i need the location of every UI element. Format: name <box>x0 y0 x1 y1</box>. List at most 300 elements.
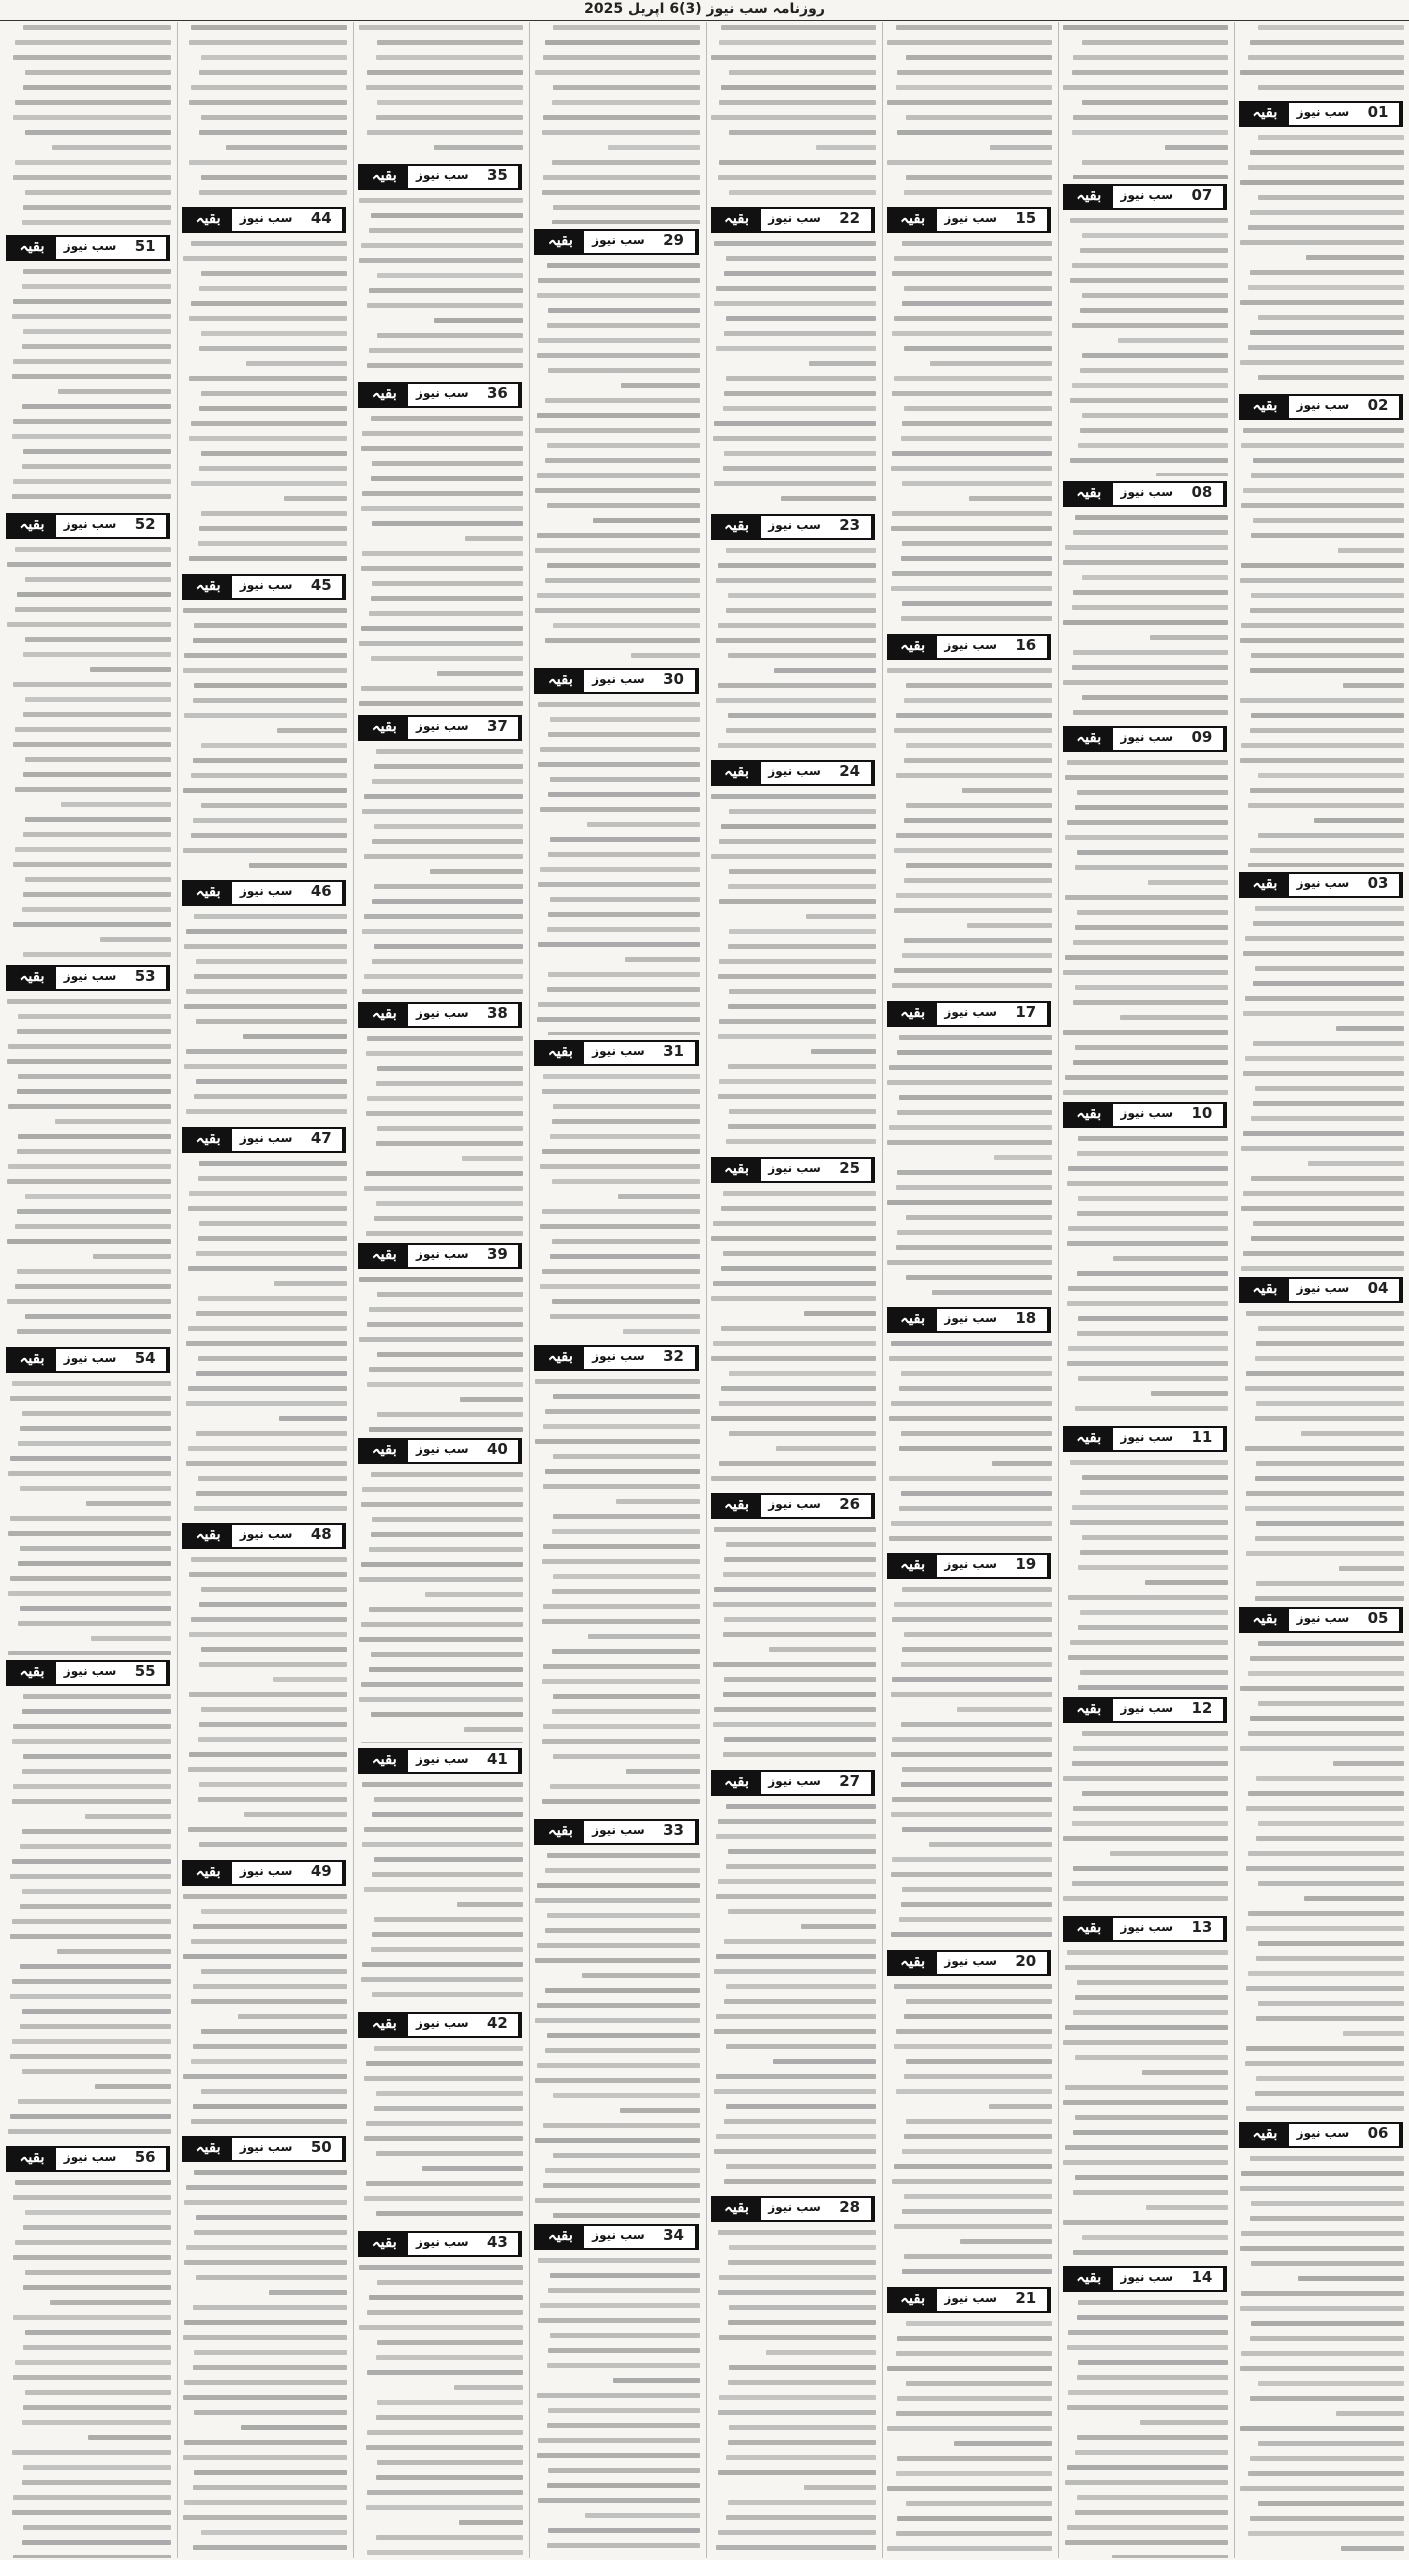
kicker-label: بقیہ <box>889 209 937 231</box>
news-column <box>353 22 526 2558</box>
kicker-label: بقیہ <box>360 1440 408 1462</box>
kicker-label: بقیہ <box>1065 1428 1113 1450</box>
kicker-label: بقیہ <box>360 2233 408 2255</box>
column-text-block <box>530 2255 702 2558</box>
continuation-header <box>1063 1697 1227 1723</box>
section-label: سب نیوز <box>592 672 645 687</box>
continuation-header <box>358 2012 522 2038</box>
section-label: سب نیوز <box>1120 1919 1174 1934</box>
section-label: سب نیوز <box>944 211 997 226</box>
section-label: سب نیوز <box>416 386 469 401</box>
continuation-header <box>6 1347 170 1373</box>
text-lines <box>178 22 350 202</box>
continuation-header <box>1063 1102 1227 1128</box>
kicker-label: بقیہ <box>536 1042 584 1064</box>
continuation-number: 32 <box>653 1347 697 1369</box>
continuation-number: 51 <box>124 237 168 259</box>
column-text-block <box>883 1981 1055 2282</box>
continuation-number: 47 <box>300 1129 344 1151</box>
continuation-number: 33 <box>653 1821 697 1843</box>
text-lines <box>883 1032 1055 1302</box>
section-label: سب نیوز <box>592 2228 645 2243</box>
continuation-number: 16 <box>1005 636 1049 658</box>
continuation-number: 48 <box>300 1525 344 1547</box>
continuation-header <box>1239 394 1403 420</box>
kicker-label: بقیہ <box>8 1349 56 1371</box>
continuation-header <box>182 1860 346 1886</box>
column-text-block <box>1235 425 1407 867</box>
section-label: سب نیوز <box>1120 187 1174 202</box>
kicker-label: بقیہ <box>1241 396 1289 418</box>
column-text-block <box>354 2262 526 2558</box>
continuation-number: 30 <box>653 670 697 692</box>
kicker-label: بقیہ <box>889 1555 937 1577</box>
text-lines <box>178 605 350 875</box>
section-label: سب نیوز <box>1120 2269 1174 2284</box>
continuation-header <box>711 514 875 540</box>
column-text-block <box>354 1274 526 1434</box>
continuation-number: 55 <box>124 1662 168 1684</box>
continuation-header <box>887 207 1051 233</box>
continuation-header <box>182 1523 346 1549</box>
kicker-label: بقیہ <box>1065 1699 1113 1721</box>
text-lines <box>707 1188 879 1489</box>
kicker-label: بقیہ <box>713 1495 761 1517</box>
continuation-number: 34 <box>653 2226 697 2248</box>
continuation-number: 11 <box>1181 1428 1225 1450</box>
section-label: سب نیوز <box>768 1160 821 1175</box>
kicker-label: بقیہ <box>713 516 761 538</box>
continuation-number: 43 <box>476 2233 520 2255</box>
column-text-block <box>1235 2153 1407 2558</box>
continuation-header <box>711 1493 875 1519</box>
column-text-block <box>354 413 526 709</box>
column-text-lead <box>707 22 879 202</box>
section-label: سب نیوز <box>416 2016 469 2031</box>
continuation-header <box>711 207 875 233</box>
section-label: سب نیوز <box>63 1663 117 1678</box>
continuation-number: 54 <box>124 1349 168 1371</box>
section-label: سب نیوز <box>416 167 469 182</box>
column-text-block <box>178 2167 350 2558</box>
text-lines <box>2 1691 174 2141</box>
continuation-header <box>6 235 170 261</box>
text-lines <box>883 1981 1055 2282</box>
continuation-header <box>711 1770 875 1796</box>
continuation-header <box>1239 2122 1403 2148</box>
column-text-block <box>2 1378 174 1655</box>
continuation-header <box>1063 726 1227 752</box>
continuation-number: 13 <box>1181 1918 1225 1940</box>
column-text-block <box>178 1158 350 1519</box>
column-text-block <box>354 1779 526 2007</box>
column-text-block <box>1235 1638 1407 2117</box>
section-label: سب نیوز <box>768 2200 821 2215</box>
continuation-number: 49 <box>300 1862 344 1884</box>
text-lines <box>2 996 174 1342</box>
continuation-number: 23 <box>829 516 873 538</box>
kicker-label: بقیہ <box>184 2138 232 2160</box>
kicker-label: بقیہ <box>1065 483 1113 505</box>
column-text-block <box>1059 2297 1231 2558</box>
column-text-block <box>530 699 702 1035</box>
column-text-lead <box>2 22 174 230</box>
column-text-block <box>883 665 1055 996</box>
continuation-header <box>1239 872 1403 898</box>
text-lines <box>178 1891 350 2131</box>
text-lines <box>354 1033 526 1238</box>
continuation-header <box>711 2196 875 2222</box>
text-lines <box>883 22 1055 202</box>
column-text-block <box>1059 1457 1231 1692</box>
text-lines <box>1059 2297 1231 2558</box>
continuation-number: 06 <box>1357 2124 1401 2146</box>
column-text-block <box>354 1033 526 1238</box>
column-text-lead <box>530 22 702 224</box>
continuation-header <box>358 1002 522 1028</box>
column-text-block <box>707 1524 879 1764</box>
section-label: سب نیوز <box>239 1863 293 1878</box>
section-label: سب نیوز <box>239 2140 293 2155</box>
section-label: سب نیوز <box>592 1044 645 1059</box>
news-column <box>529 22 702 2558</box>
continuation-number: 39 <box>476 1245 520 1267</box>
continuation-number: 56 <box>124 2148 168 2170</box>
continuation-number: 37 <box>476 717 520 739</box>
continuation-header <box>358 1748 522 1774</box>
text-lines <box>707 1801 879 2192</box>
section-label: سب نیوز <box>1296 1280 1350 1295</box>
text-lines <box>354 2262 526 2558</box>
section-label: سب نیوز <box>239 1130 293 1145</box>
column-text-block <box>1059 215 1231 476</box>
continuation-number: 46 <box>300 882 344 904</box>
section-label: سب نیوز <box>416 1752 469 1767</box>
kicker-label: بقیہ <box>1241 874 1289 896</box>
continuation-number: 12 <box>1181 1699 1225 1721</box>
news-column <box>177 22 350 2558</box>
section-label: سب نیوز <box>239 1527 293 1542</box>
column-text-block <box>1235 132 1407 390</box>
text-lines <box>178 911 350 1121</box>
kicker-label: بقیہ <box>360 166 408 188</box>
kicker-label: بقیہ <box>1065 186 1113 208</box>
text-lines <box>1059 512 1231 721</box>
text-lines <box>1235 425 1407 867</box>
continuation-header <box>182 574 346 600</box>
section-label: سب نیوز <box>239 211 293 226</box>
kicker-label: بقیہ <box>360 1245 408 1267</box>
text-lines <box>354 1779 526 2007</box>
continuation-header <box>887 1001 1051 1027</box>
continuation-header <box>6 1660 170 1686</box>
column-text-lead <box>1235 22 1407 96</box>
section-label: سب نیوز <box>592 1349 645 1364</box>
continuation-number: 21 <box>1005 2289 1049 2311</box>
continuation-header <box>358 2231 522 2257</box>
text-lines <box>1235 22 1407 96</box>
text-lines <box>178 2167 350 2558</box>
kicker-label: بقیہ <box>8 1662 56 1684</box>
column-text-block <box>707 238 879 508</box>
text-lines <box>530 699 702 1035</box>
section-label: سب نیوز <box>768 517 821 532</box>
text-lines <box>707 545 879 755</box>
continuation-header <box>1239 101 1403 127</box>
continuation-header <box>358 1243 522 1269</box>
continuation-number: 31 <box>653 1042 697 1064</box>
text-lines <box>1059 1133 1231 1421</box>
kicker-label: بقیہ <box>889 1952 937 1974</box>
continuation-number: 36 <box>476 384 520 406</box>
text-lines <box>354 22 526 159</box>
section-label: سب نیوز <box>768 211 821 226</box>
continuation-number: 07 <box>1181 186 1225 208</box>
continuation-header <box>887 634 1051 660</box>
column-text-block <box>883 1338 1055 1548</box>
continuation-number: 45 <box>300 576 344 598</box>
section-label: سب نیوز <box>1296 2125 1350 2140</box>
text-lines <box>530 2255 702 2558</box>
continuation-header <box>182 207 346 233</box>
kicker-label: بقیہ <box>1241 2124 1289 2146</box>
text-lines <box>1235 903 1407 1271</box>
continuation-number: 05 <box>1357 1609 1401 1631</box>
text-lines <box>1059 1947 1231 2261</box>
column-text-block <box>178 605 350 875</box>
section-label: سب نیوز <box>592 1822 645 1837</box>
section-label: سب نیوز <box>63 968 117 983</box>
continuation-header <box>534 2224 698 2250</box>
kicker-label: بقیہ <box>360 1750 408 1772</box>
continuation-number: 52 <box>124 515 168 537</box>
section-label: سب نیوز <box>63 238 117 253</box>
column-text-block <box>530 1376 702 1813</box>
section-label: سب نیوز <box>416 718 469 733</box>
continuation-header <box>1063 481 1227 507</box>
text-lines <box>354 413 526 709</box>
section-label: سب نیوز <box>63 2150 117 2165</box>
kicker-label: بقیہ <box>184 209 232 231</box>
continuation-header <box>711 760 875 786</box>
section-label: سب نیوز <box>1120 1700 1174 1715</box>
section-label: سب نیوز <box>944 1311 997 1326</box>
column-text-block <box>178 911 350 1121</box>
kicker-label: بقیہ <box>889 636 937 658</box>
text-lines <box>530 1850 702 2220</box>
continuation-number: 35 <box>476 166 520 188</box>
news-column <box>882 22 1055 2558</box>
continuation-number: 02 <box>1357 396 1401 418</box>
news-column <box>2 22 174 2558</box>
column-text-block <box>178 238 350 569</box>
continuation-number: 29 <box>653 231 697 253</box>
section-label: سب نیوز <box>416 1005 469 1020</box>
continuation-number: 50 <box>300 2138 344 2160</box>
column-text-block <box>707 545 879 755</box>
text-lines <box>707 22 879 202</box>
continuation-number: 14 <box>1181 2268 1225 2290</box>
section-label: سب نیوز <box>944 1954 997 1969</box>
continuation-number: 24 <box>829 762 873 784</box>
kicker-label: بقیہ <box>360 1004 408 1026</box>
continuation-number: 18 <box>1005 1309 1049 1331</box>
text-lines <box>2 1378 174 1655</box>
continuation-header <box>182 2136 346 2162</box>
news-column <box>706 22 879 2558</box>
kicker-label: بقیہ <box>1241 1279 1289 1301</box>
continuation-header <box>6 513 170 539</box>
section-label: سب نیوز <box>239 577 293 592</box>
column-text-block <box>530 1850 702 2220</box>
continuation-header <box>6 2146 170 2172</box>
column-text-lead <box>178 22 350 202</box>
continuation-number: 08 <box>1181 483 1225 505</box>
continuation-header <box>358 1438 522 1464</box>
kicker-label: بقیہ <box>889 1003 937 1025</box>
kicker-label: بقیہ <box>713 762 761 784</box>
kicker-label: بقیہ <box>184 882 232 904</box>
text-lines <box>1235 1638 1407 2117</box>
text-lines <box>1059 757 1231 1097</box>
column-text-block <box>883 238 1055 629</box>
kicker-label: بقیہ <box>184 1129 232 1151</box>
continuation-number: 22 <box>829 209 873 231</box>
section-label: سب نیوز <box>63 517 117 532</box>
text-lines <box>1235 1308 1407 1603</box>
section-label: سب نیوز <box>768 1773 821 1788</box>
kicker-label: بقیہ <box>360 717 408 739</box>
text-lines <box>1059 22 1231 179</box>
kicker-label: بقیہ <box>8 237 56 259</box>
text-lines <box>1059 1728 1231 1911</box>
column-text-block <box>883 1584 1055 1945</box>
column-text-lead <box>883 22 1055 202</box>
text-lines <box>1235 2153 1407 2558</box>
column-text-block <box>2 1691 174 2141</box>
continuation-header <box>534 668 698 694</box>
text-lines <box>530 1071 702 1340</box>
text-lines <box>883 1338 1055 1548</box>
continuation-header <box>534 1040 698 1066</box>
kicker-label: بقیہ <box>184 1862 232 1884</box>
text-lines <box>1235 132 1407 390</box>
text-lines <box>530 1376 702 1813</box>
continuation-header <box>1063 184 1227 210</box>
section-label: سب نیوز <box>1296 104 1350 119</box>
column-text-block <box>2 2177 174 2558</box>
continuation-number: 04 <box>1357 1279 1401 1301</box>
column-text-block <box>354 746 526 997</box>
continuation-header <box>887 1553 1051 1579</box>
kicker-label: بقیہ <box>1065 1918 1113 1940</box>
text-lines <box>707 791 879 1152</box>
section-label: سب نیوز <box>416 1442 469 1457</box>
column-text-block <box>707 1801 879 2192</box>
continuation-number: 28 <box>829 2198 873 2220</box>
text-lines <box>178 1158 350 1519</box>
kicker-label: بقیہ <box>536 670 584 692</box>
column-text-block <box>2 996 174 1342</box>
kicker-label: بقیہ <box>1065 728 1113 750</box>
continuation-header <box>887 1307 1051 1333</box>
continuation-number: 09 <box>1181 728 1225 750</box>
text-lines <box>2 266 174 508</box>
continuation-header <box>182 880 346 906</box>
text-lines <box>883 238 1055 629</box>
continuation-header <box>1063 1916 1227 1942</box>
text-lines <box>354 1274 526 1434</box>
section-label: سب نیوز <box>416 2234 469 2249</box>
columns-area <box>2 22 1407 2558</box>
news-column <box>1234 22 1407 2558</box>
kicker-label: بقیہ <box>8 967 56 989</box>
column-text-block <box>1059 512 1231 721</box>
continuation-header <box>1239 1607 1403 1633</box>
kicker-label: بقیہ <box>536 1821 584 1843</box>
text-lines <box>354 195 526 377</box>
column-text-block <box>883 2318 1055 2558</box>
continuation-header <box>358 382 522 408</box>
text-lines <box>2 22 174 230</box>
section-label: سب نیوز <box>592 232 645 247</box>
text-lines <box>530 260 702 663</box>
continuation-number: 25 <box>829 1159 873 1181</box>
continuation-number: 03 <box>1357 874 1401 896</box>
column-text-block <box>354 1469 526 1743</box>
continuation-header <box>534 229 698 255</box>
text-lines <box>178 1554 350 1855</box>
continuation-number: 42 <box>476 2014 520 2036</box>
kicker-label: بقیہ <box>1241 103 1289 125</box>
continuation-header <box>887 1950 1051 1976</box>
column-text-block <box>883 1032 1055 1302</box>
section-label: سب نیوز <box>1296 876 1350 891</box>
column-text-block <box>707 791 879 1152</box>
text-lines <box>707 238 879 508</box>
column-text-block <box>354 195 526 377</box>
column-text-block <box>530 1071 702 1340</box>
column-text-block <box>178 1891 350 2131</box>
section-label: سب نیوز <box>768 764 821 779</box>
text-lines <box>883 2318 1055 2558</box>
continuation-header <box>358 164 522 190</box>
kicker-label: بقیہ <box>713 209 761 231</box>
continuation-number: 17 <box>1005 1003 1049 1025</box>
kicker-label: بقیہ <box>889 2289 937 2311</box>
masthead: روزنامہ سب نیوز (3)6 اپریل 2025 <box>0 0 1409 21</box>
kicker-label: بقیہ <box>713 1159 761 1181</box>
continuation-number: 15 <box>1005 209 1049 231</box>
column-text-block <box>1235 1308 1407 1603</box>
continuation-number: 20 <box>1005 1952 1049 1974</box>
text-lines <box>707 2227 879 2558</box>
kicker-label: بقیہ <box>713 1772 761 1794</box>
kicker-label: بقیہ <box>1065 1104 1113 1126</box>
text-lines <box>883 665 1055 996</box>
section-label: سب نیوز <box>416 1246 469 1261</box>
kicker-label: بقیہ <box>889 1309 937 1331</box>
column-text-block <box>2 544 174 960</box>
continuation-number: 44 <box>300 209 344 231</box>
continuation-header <box>534 1819 698 1845</box>
column-text-block <box>1059 1947 1231 2261</box>
column-text-block <box>1059 1728 1231 1911</box>
text-lines <box>1059 1457 1231 1692</box>
section-label: سب نیوز <box>1120 730 1174 745</box>
kicker-label: بقیہ <box>8 2148 56 2170</box>
column-text-block <box>1059 1133 1231 1421</box>
